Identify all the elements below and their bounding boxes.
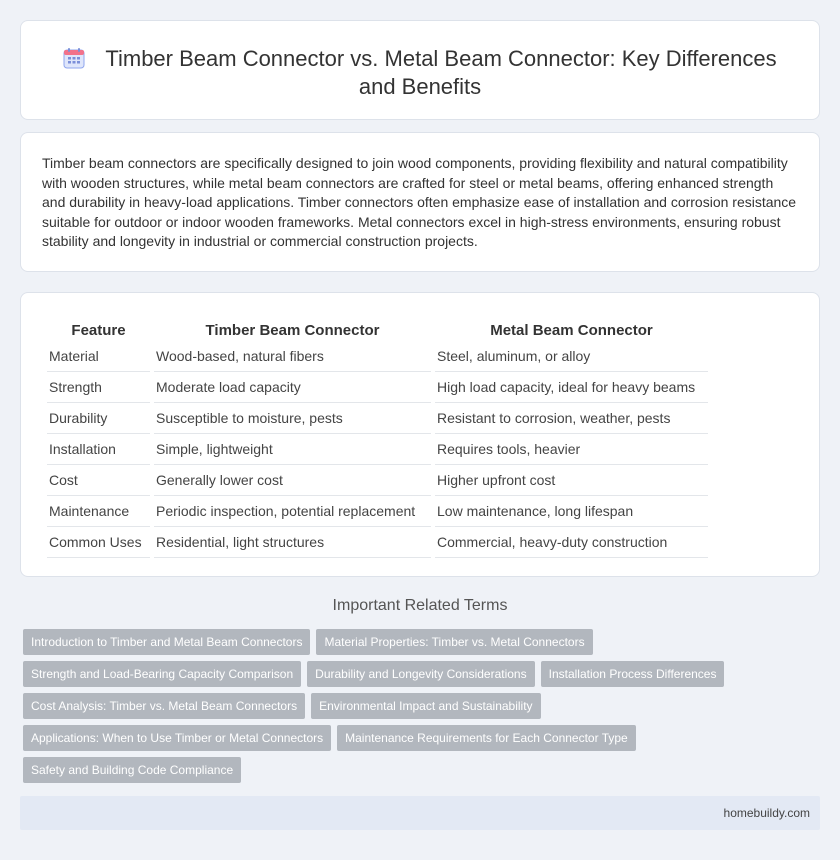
cell-feature: Common Uses (47, 527, 150, 558)
page-title (61, 45, 779, 101)
cell-timber: Periodic inspection, potential replacement (154, 496, 431, 527)
page-title-text: Timber Beam Connector vs. Metal Beam Connector: Key Differences and Benefits (105, 46, 777, 99)
table-row (47, 496, 708, 527)
calendar-icon (63, 47, 85, 69)
header-metal: Metal Beam Connector (490, 322, 653, 339)
cell-feature: Installation (47, 434, 150, 465)
cell-feature: Maintenance (47, 496, 150, 527)
cell-metal: Steel, aluminum, or alloy (435, 341, 708, 372)
cell-metal: Requires tools, heavier (435, 434, 708, 465)
cell-timber: Susceptible to moisture, pests (154, 403, 431, 434)
cell-timber: Simple, lightweight (154, 434, 431, 465)
cell-timber: Generally lower cost (154, 465, 431, 496)
related-term-tag[interactable]: Material Properties: Timber vs. Metal Connectors (316, 629, 592, 655)
cell-feature: Strength (47, 372, 150, 403)
header-card (20, 20, 820, 120)
related-term-tag[interactable]: Durability and Longevity Considerations (307, 661, 534, 687)
cell-metal: Low maintenance, long lifespan (435, 496, 708, 527)
cell-timber: Moderate load capacity (154, 372, 431, 403)
table-row (47, 341, 708, 372)
table-row (47, 372, 708, 403)
header-feature: Feature (71, 322, 126, 339)
cell-feature: Material (47, 341, 150, 372)
table-header-row (47, 313, 708, 341)
intro-card (20, 132, 820, 272)
comparison-card (20, 292, 820, 577)
related-term-tag[interactable]: Installation Process Differences (541, 661, 725, 687)
cell-feature: Durability (47, 403, 150, 434)
cell-metal: Commercial, heavy-duty construction (435, 527, 708, 558)
related-term-tag[interactable]: Maintenance Requirements for Each Connector Type (337, 725, 636, 751)
related-term-tag[interactable]: Cost Analysis: Timber vs. Metal Beam Connectors (23, 693, 305, 719)
cell-metal: Higher upfront cost (435, 465, 708, 496)
related-term-tag[interactable]: Safety and Building Code Compliance (23, 757, 241, 783)
table-row (47, 434, 708, 465)
table-row (47, 403, 708, 434)
cell-metal: High load capacity, ideal for heavy beams (435, 372, 708, 403)
related-terms-title: Important Related Terms (332, 597, 508, 614)
comparison-table (43, 313, 712, 558)
cell-timber: Wood-based, natural fibers (154, 341, 431, 372)
header-timber: Timber Beam Connector (205, 322, 380, 339)
cell-metal: Resistant to corrosion, weather, pests (435, 403, 708, 434)
cell-feature: Cost (47, 465, 150, 496)
intro-text: Timber beam connectors are specifically designed to join wood components, providing flexibility and natural compatibility with wooden structures, while metal beam connectors are crafted for steel or metal beams, offering enhanced strength and durability in heavy-load applications. Timber connectors often emphasize ease of installation and corrosion resistance suitable for outdoor or indoor wooden frameworks. Metal connectors excel in high-stress environments, ensuring robust stability and longevity in industrial or commercial construction projects. (42, 155, 797, 249)
related-term-tag[interactable]: Strength and Load-Bearing Capacity Comparison (23, 661, 301, 687)
related-term-tag[interactable]: Applications: When to Use Timber or Metal Connectors (23, 725, 331, 751)
footer-site-link[interactable]: homebuildy.com (723, 806, 810, 820)
table-row (47, 527, 708, 558)
table-row (47, 465, 708, 496)
related-term-tag[interactable]: Environmental Impact and Sustainability (311, 693, 540, 719)
cell-timber: Residential, light structures (154, 527, 431, 558)
related-term-tag[interactable]: Introduction to Timber and Metal Beam Connectors (23, 629, 310, 655)
related-terms-list (23, 629, 783, 783)
footer (20, 796, 820, 830)
